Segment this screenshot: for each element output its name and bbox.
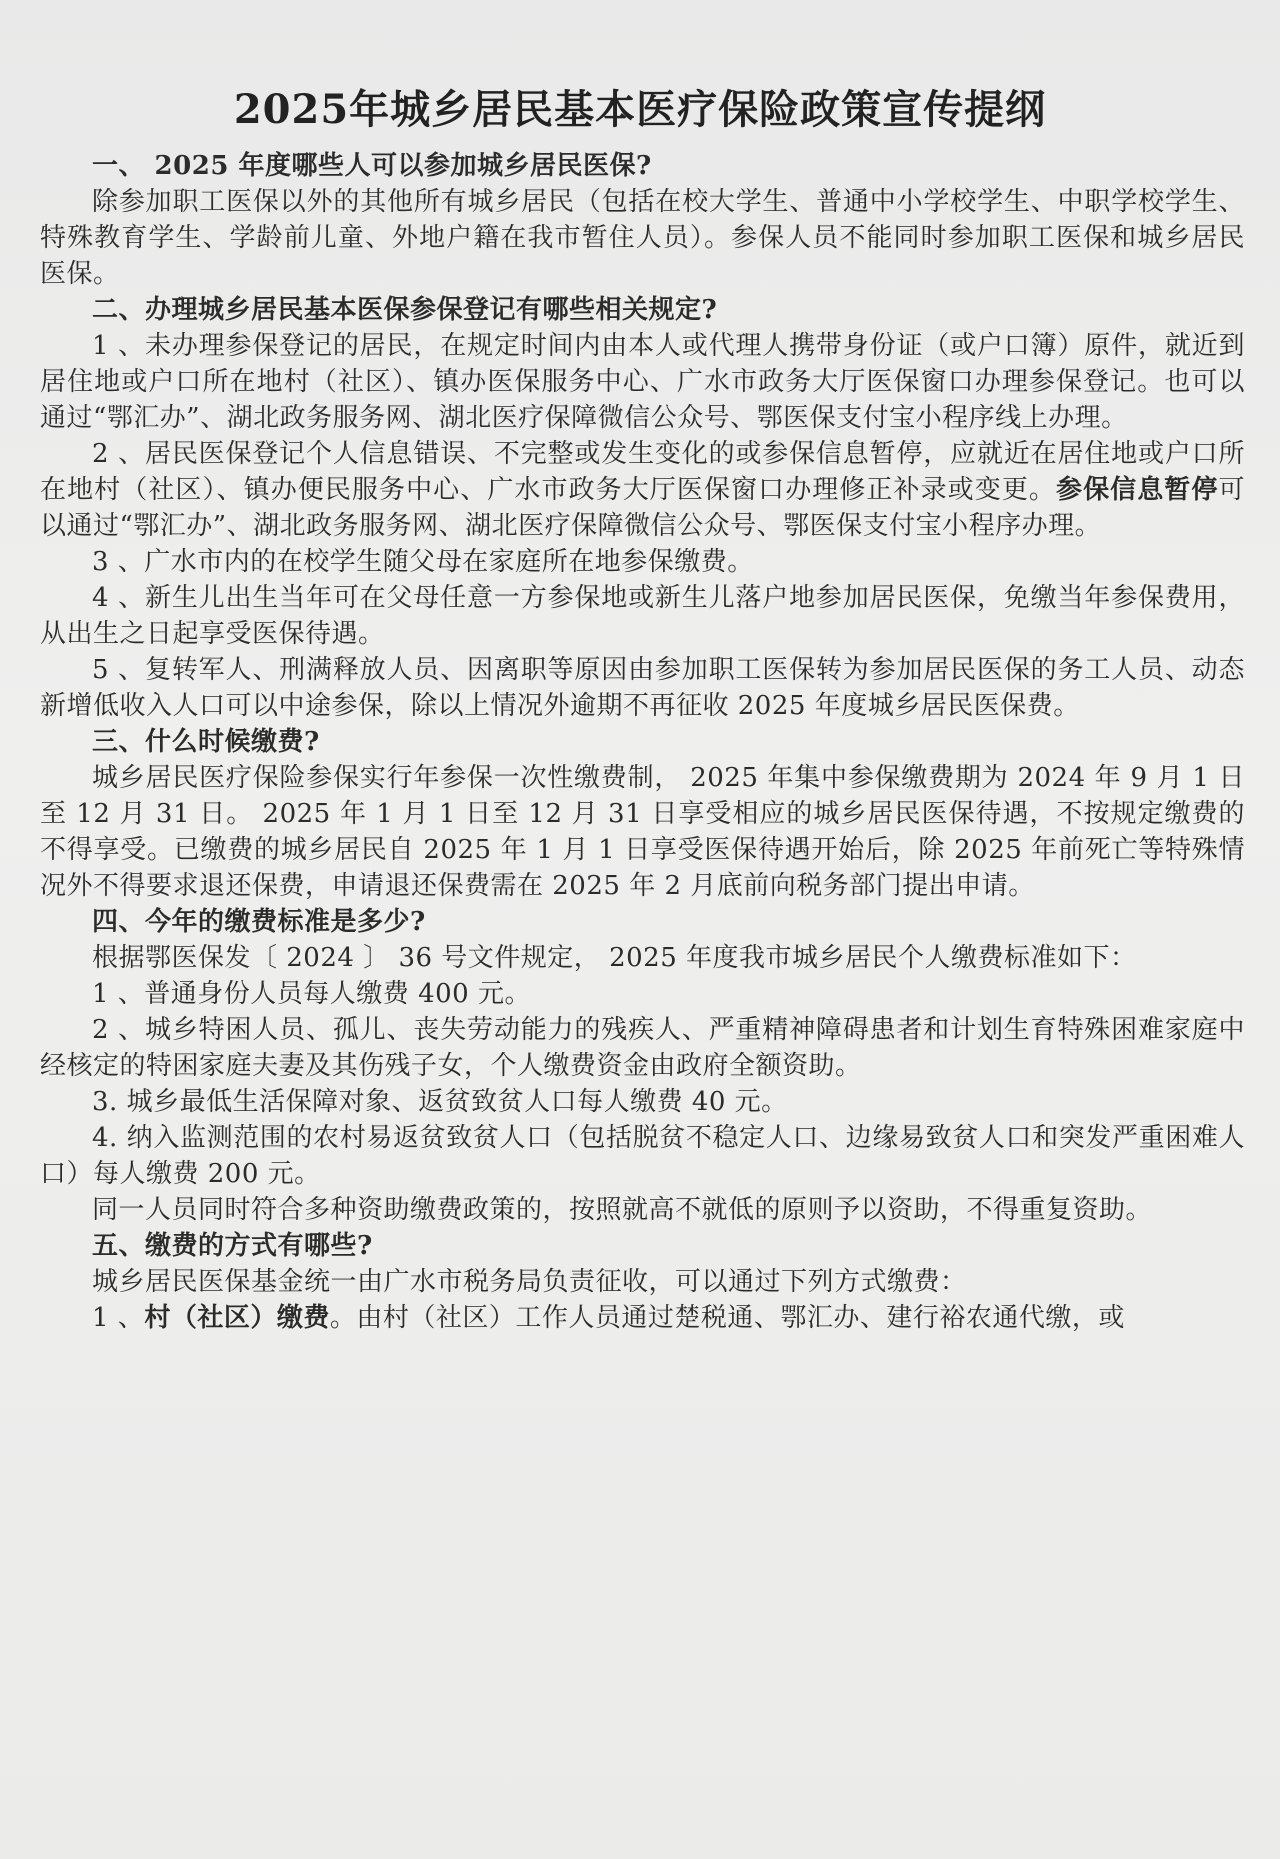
section-1-paragraph: 除参加职工医保以外的其他所有城乡居民（包括在校大学生、普通中小学校学生、中职学校学生、特殊教育学生、学龄前儿童、外地户籍在我市暂住人员）。参保人员不能同时参加职工医保和城乡居民医保。 (40, 187, 1245, 289)
section-2-item-2-text-a: 2 、居民医保登记个人信息错误、不完整或发生变化的或参保信息暂停，应就近在居住地或户口所在地村（社区）、镇办便民服务中心、广水市政务大厅医保窗口办理修正补录或变更。 (40, 439, 1245, 505)
section-5-heading: 五、缴费的方式有哪些? (92, 1231, 373, 1261)
section-2-heading: 二、办理城乡居民基本医保参保登记有哪些相关规定? (92, 295, 718, 325)
section-3-paragraph: 城乡居民医疗保险参保实行年参保一次性缴费制， 2025 年集中参保缴费期为 2024 年 9 月 1 日至 12 月 31 日。 2025 年 1 月 1 日至 12 月 31 日享受相应的城乡居民医保待遇，不按规定缴费的不得享受。已缴费的城乡居民自 2025 年 1 月 1 日享受医保待遇开始后，除 2025 年前死亡等特殊情况外不得要求退还保费，申请退还保费需在 2025 年 2 月底前向税务部门提出申请。 (40, 763, 1245, 901)
section-4-item-3: 3. 城乡最低生活保障对象、返贫致贫人口每人缴费 40 元。 (92, 1087, 788, 1117)
section-2-item-1: 1 、未办理参保登记的居民，在规定时间内由本人或代理人携带身份证（或户口簿）原件，就近到居住地或户口所在地村（社区）、镇办医保服务中心、广水市政务大厅医保窗口办理参保登记。也可以通过“鄂汇办”、湖北政务服务网、湖北医疗保障微信公众号、鄂医保支付宝小程序线上办理。 (40, 331, 1245, 433)
section-2-item-5: 5 、复转军人、刑满释放人员、因离职等原因由参加职工医保转为参加居民医保的务工人员、动态新增低收入人口可以中途参保，除以上情况外逾期不再征收 2025 年度城乡居民医保费。 (40, 655, 1245, 721)
section-5-intro: 城乡居民医保基金统一由广水市税务局负责征收，可以通过下列方式缴费： (92, 1267, 967, 1297)
section-3-heading: 三、什么时候缴费? (92, 727, 320, 757)
section-2-item-2 (40, 436, 1245, 544)
section-4-item-4: 4. 纳入监测范围的农村易返贫致贫人口（包括脱贫不稳定人口、边缘易致贫人口和突发严重困难人口）每人缴费 200 元。 (40, 1123, 1245, 1189)
section-5-item-1-text: 。由村（社区）工作人员通过楚税通、鄂汇办、建行裕农通代缴，或 (329, 1303, 1125, 1333)
section-2-item-3: 3 、广水市内的在校学生随父母在家庭所在地参保缴费。 (92, 547, 754, 577)
section-4-intro: 根据鄂医保发〔 2024 〕 36 号文件规定， 2025 年度我市城乡居民个人缴费标准如下： (92, 943, 1137, 973)
section-5-item-1-number: 1 、 (92, 1303, 145, 1333)
section-4-note: 同一人员同时符合多种资助缴费政策的，按照就高不就低的原则予以资助，不得重复资助。 (92, 1195, 1153, 1225)
section-5-item-1 (40, 1300, 1245, 1336)
section-2-item-4: 4 、新生儿出生当年可在父母任意一方参保地或新生儿落户地参加居民医保，免缴当年参保费用，从出生之日起享受医保待遇。 (40, 583, 1245, 649)
section-2-item-2-bold: 参保信息暂停 (1055, 475, 1219, 505)
document-body (40, 148, 1245, 1336)
section-4-item-1: 1 、普通身份人员每人缴费 400 元。 (92, 979, 531, 1009)
section-2-item-2-text-c: 可以通过“鄂汇办”、湖北政务服务网、湖北医疗保障微信公众号、鄂医保支付宝小程序办理。 (40, 475, 1245, 541)
section-4-item-2: 2 、城乡特困人员、孤儿、丧失劳动能力的残疾人、严重精神障碍患者和计划生育特殊困难家庭中经核定的特困家庭夫妻及其伤残子女，个人缴费资金由政府全额资助。 (40, 1015, 1245, 1081)
document-title: 2025年城乡居民基本医疗保险政策宣传提纲 (233, 86, 1047, 133)
section-5-item-1-bold: 村（社区）缴费 (144, 1303, 330, 1333)
section-4-heading: 四、今年的缴费标准是多少? (92, 907, 426, 937)
section-1-heading: 一、 2025 年度哪些人可以参加城乡居民医保? (92, 151, 652, 181)
